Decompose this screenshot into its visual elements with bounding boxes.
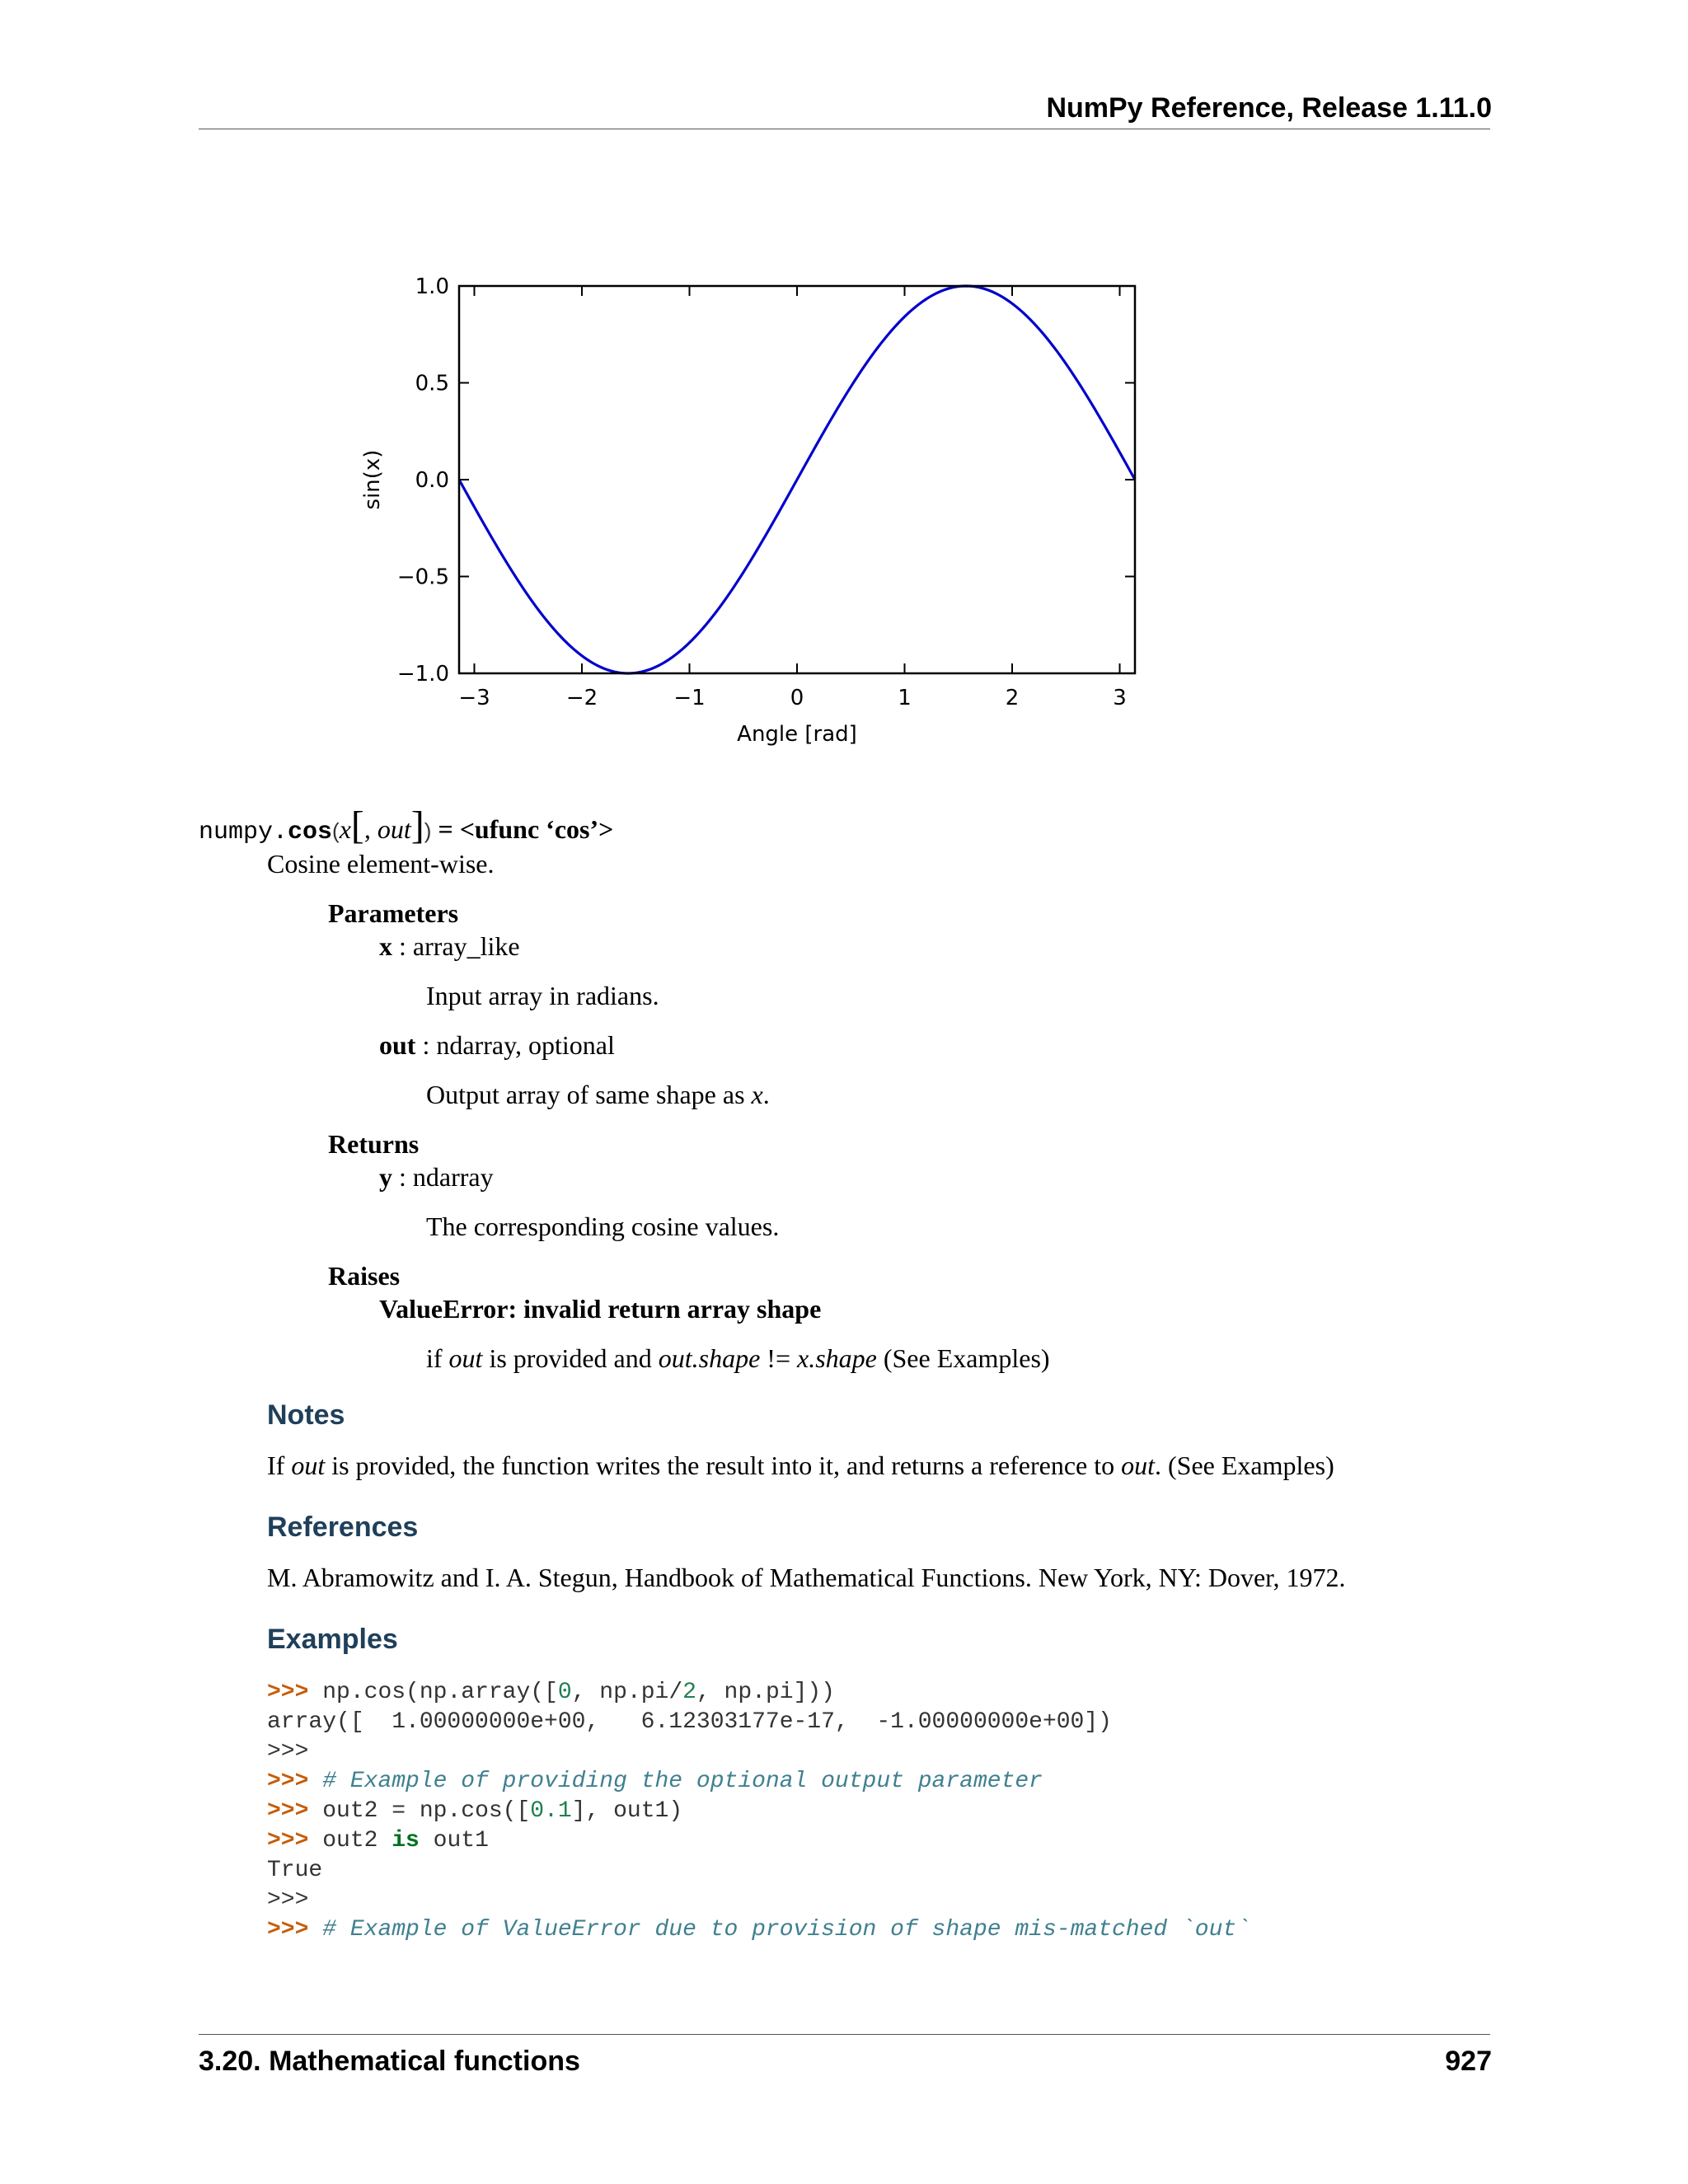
code-line-8: >>> [267,1887,309,1913]
code-text: , np.pi])) [696,1680,835,1705]
references-heading: References [267,1511,419,1543]
param-out-desc [426,1080,770,1110]
notes-text-4: out [1121,1451,1156,1480]
signature-open-bracket: [ [350,804,364,847]
code-text: ], out1) [571,1798,683,1824]
signature-open-paren: ( [332,818,340,843]
return-y-name: y [379,1162,392,1192]
param-x-desc: Input array in radians. [426,981,659,1010]
raises-desc-5: != [760,1343,797,1373]
x-tick-label: −2 [565,686,598,710]
code-text: out2 [322,1828,392,1854]
code-text: , np.pi [571,1680,669,1705]
x-axis-label: Angle [rad] [737,722,857,747]
code-prompt: >>> [267,1798,309,1824]
param-x [379,931,520,962]
function-summary: Cosine element-wise. [267,849,495,879]
code-comment: # Example of ValueError due to provision of shape mis-matched `out` [322,1917,1251,1943]
return-y-type: : ndarray [392,1162,494,1192]
raises-desc-7: (See Examples) [876,1343,1050,1373]
signature-function-name: cos [288,818,333,846]
notes-text [267,1451,1334,1481]
signature-arg-x: x [339,814,351,844]
running-header-title: NumPy Reference, Release 1.11.0 [1046,92,1492,124]
returns-heading: Returns [328,1129,420,1159]
code-comment: # Example of providing the optional output parameter [322,1769,1043,1794]
code-prompt: >>> [267,1917,309,1943]
notes-heading: Notes [267,1399,345,1431]
raises-desc-4: out.shape [658,1343,761,1373]
raises-heading: Raises [328,1261,401,1291]
param-out-desc-end: . [762,1080,770,1109]
y-tick-label: 0.5 [415,371,449,396]
param-out [379,1030,615,1061]
raises-desc-1: if [426,1343,449,1373]
code-prompt: >>> [267,1680,309,1705]
param-x-name: x [379,931,392,961]
y-axis-label: sin(x) [360,449,385,510]
code-line-7: True [267,1858,323,1883]
code-line-2: array([ 1.00000000e+00, 6.12303177e-17, -1.00000000e+00]) [267,1709,1112,1735]
notes-text-5: . (See Examples) [1155,1451,1334,1480]
y-tick-label: −0.5 [396,565,449,590]
code-text: out1 [419,1828,489,1854]
signature-arg-out: , out [363,814,411,844]
footer-page-number: 927 [1445,2046,1492,2077]
code-number: 0 [557,1680,572,1705]
function-signature [199,804,614,847]
code-line-1 [267,1680,835,1705]
param-out-name: out [379,1030,416,1060]
param-out-desc-em: x [751,1080,763,1109]
param-x-type: : array_like [392,931,520,961]
code-text: np.cos([ [406,1798,531,1824]
raises-desc-2: out [448,1343,483,1373]
signature-close-paren: ) [424,818,432,843]
raises-desc [426,1343,1050,1374]
code-text: out2 [322,1798,392,1824]
code-line-3: >>> [267,1739,309,1765]
x-tick-label: 0 [790,686,804,710]
x-tick-label: 1 [898,686,912,710]
signature-ufunc: = <ufunc ‘cos’> [431,814,614,844]
code-prompt: >>> [267,1769,309,1794]
return-y-desc: The corresponding cosine values. [426,1212,780,1241]
series-line-sin [459,286,1135,673]
code-number: 2 [682,1680,696,1705]
raises-desc-3: is provided and [482,1343,659,1373]
param-out-desc-text: Output array of same shape as [426,1080,752,1109]
raises-error: ValueError: invalid return array shape [379,1294,822,1324]
x-tick-label: −1 [673,686,706,710]
x-tick-label: 3 [1113,686,1127,710]
footer-section: 3.20. Mathematical functions [199,2046,580,2077]
code-line-9 [267,1917,1250,1943]
footer-rule [199,2034,1490,2035]
signature-module: numpy. [199,818,288,846]
code-number: 0.1 [530,1798,572,1824]
code-keyword: is [392,1828,420,1854]
notes-text-2: out [291,1451,326,1480]
x-tick-label: 2 [1005,686,1020,710]
parameters-heading: Parameters [328,898,459,928]
return-y [379,1162,494,1193]
code-operator: = [392,1798,406,1824]
x-tick-label: −3 [458,686,490,710]
y-tick-label: 0.0 [415,468,449,493]
references-text: M. Abramowitz and I. A. Stegun, Handbook of Mathematical Functions. New York, NY: Dover, 1972. [267,1563,1346,1592]
param-out-type: : ndarray, optional [415,1030,615,1060]
y-tick-label: 1.0 [415,274,449,299]
code-line-6 [267,1828,489,1854]
examples-heading: Examples [267,1624,398,1655]
y-tick-label: −1.0 [396,662,449,687]
sine-plot [330,264,1154,758]
code-line-5 [267,1798,682,1824]
raises-desc-6: x.shape [796,1343,877,1373]
code-prompt: >>> [267,1828,309,1854]
signature-close-bracket: ] [410,804,424,847]
code-line-4 [267,1769,1043,1794]
notes-text-3: is provided, the function writes the result into it, and returns a reference to [325,1451,1122,1480]
notes-text-1: If [267,1451,292,1480]
code-text: np.cos(np.array([ [322,1680,558,1705]
code-operator: / [668,1680,683,1705]
